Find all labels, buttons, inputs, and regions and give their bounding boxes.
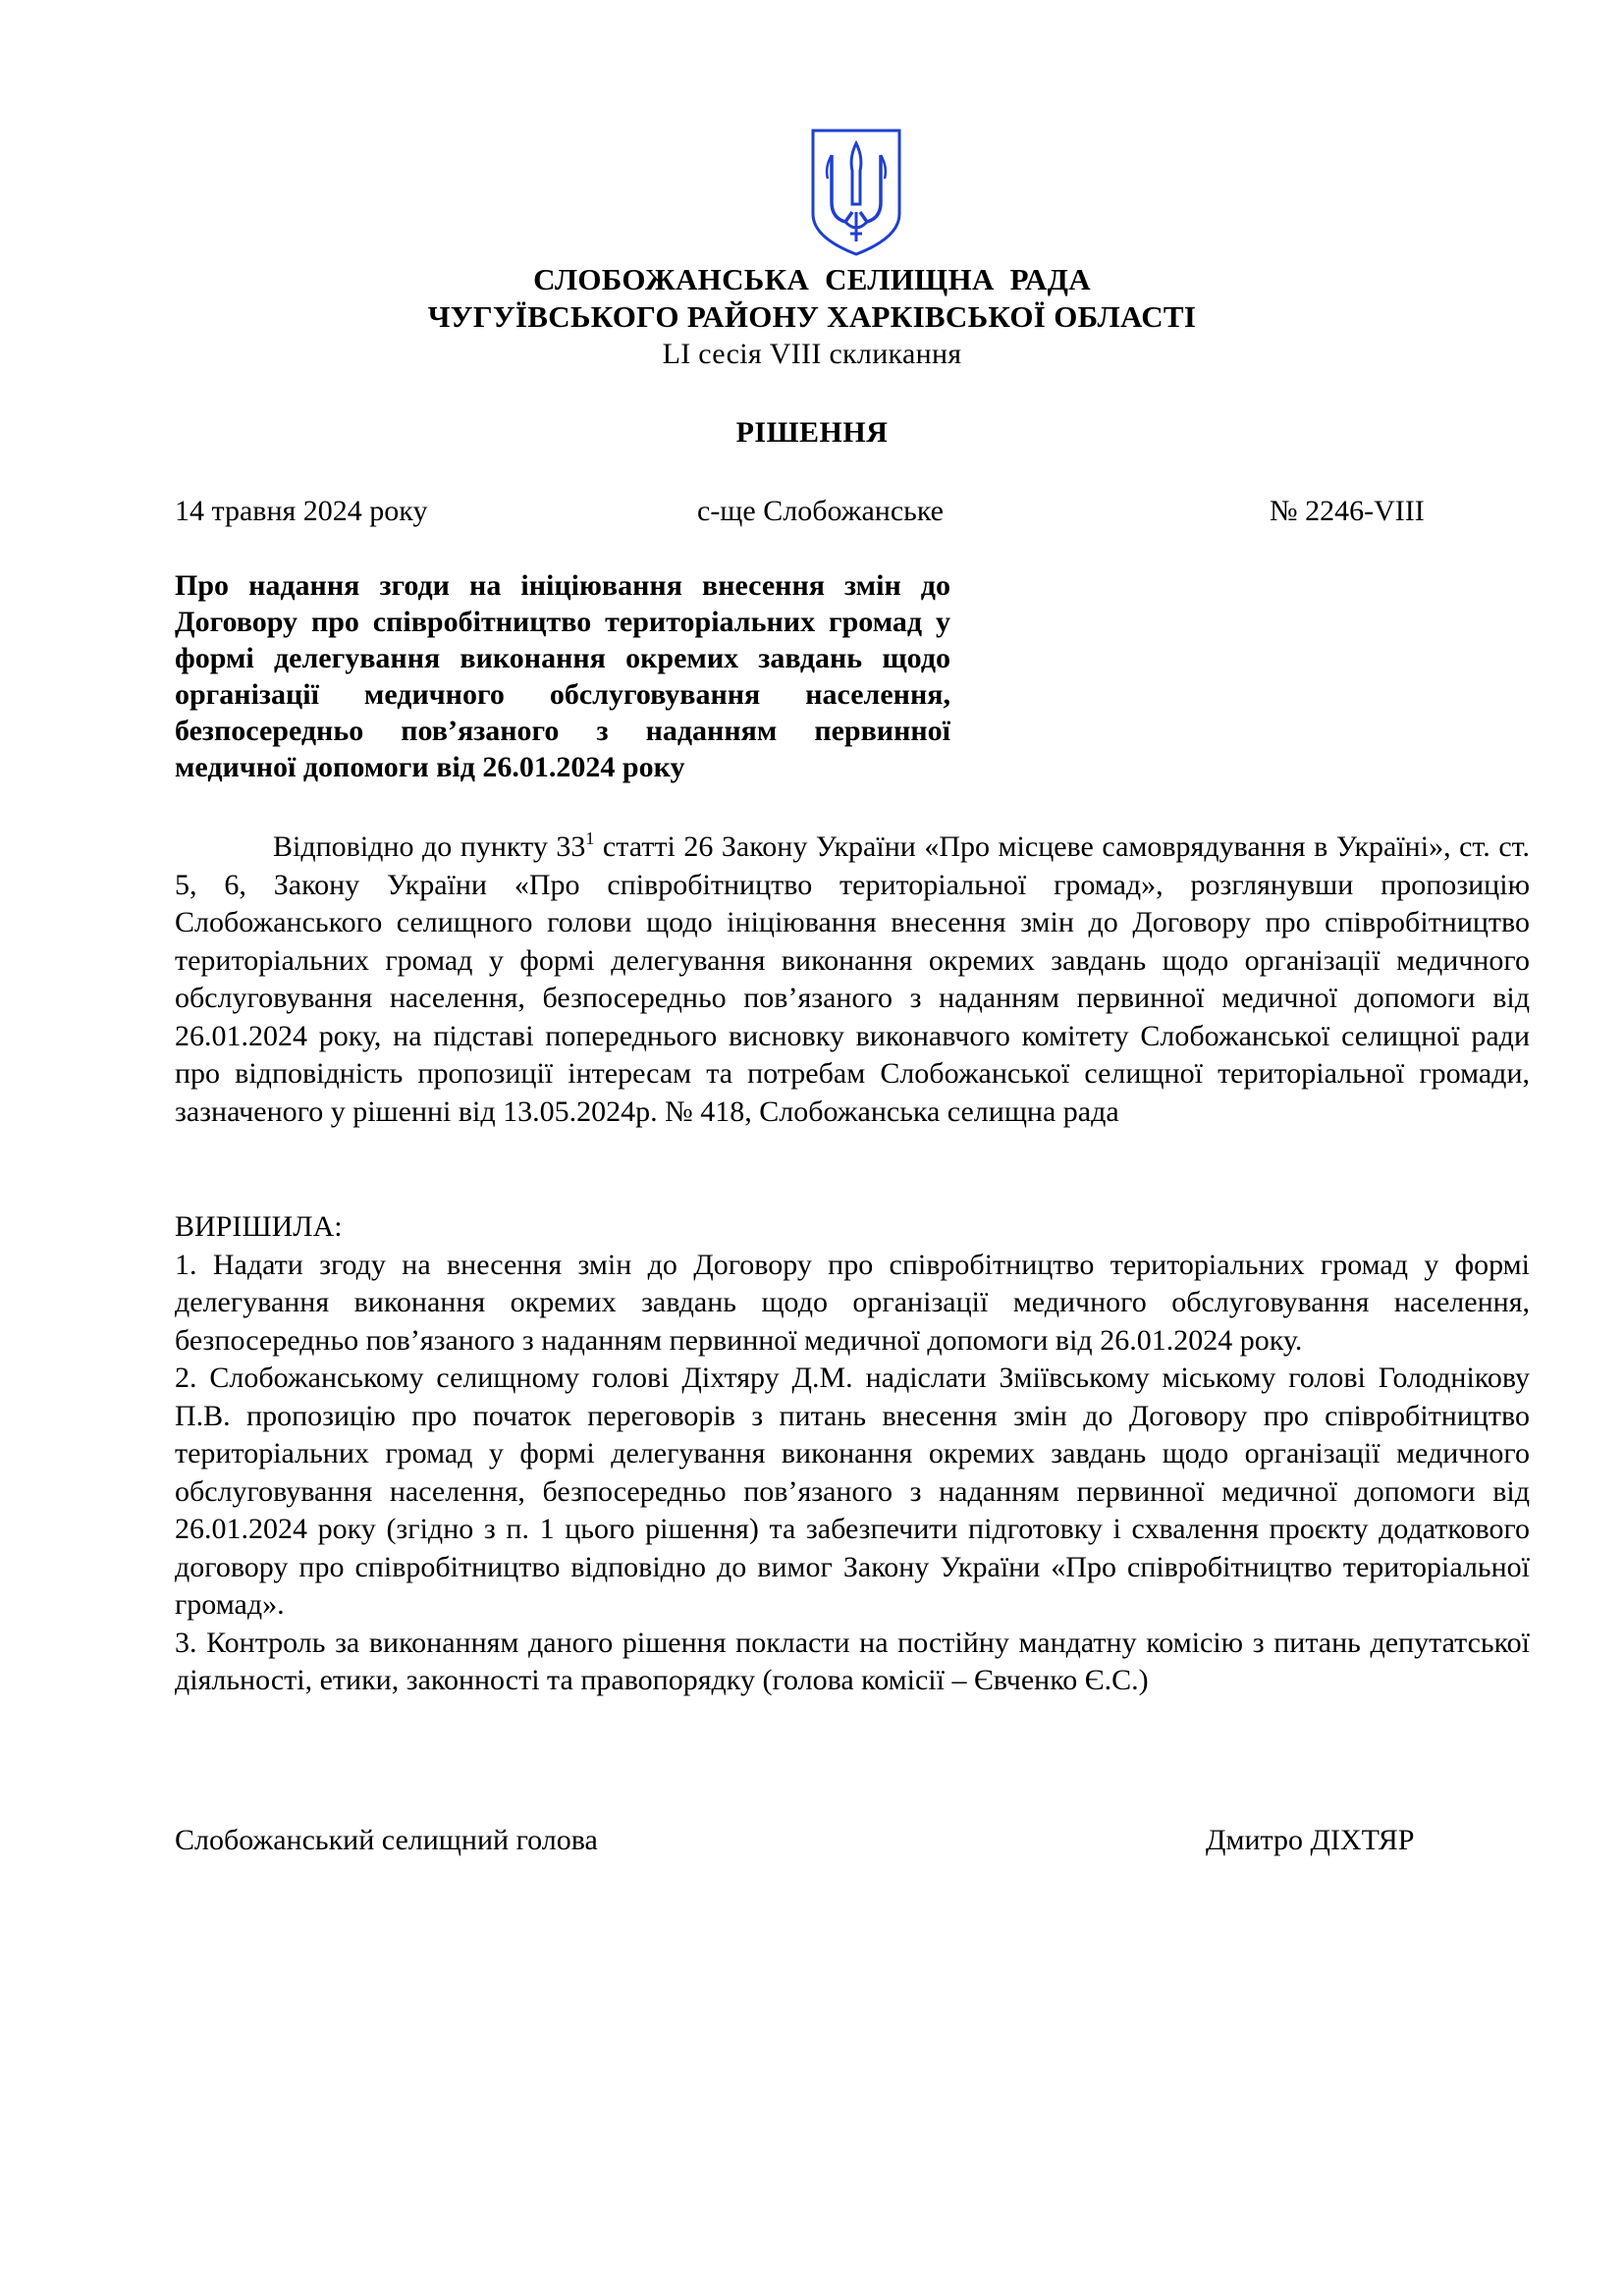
preamble-start: Відповідно до пункту 33 bbox=[273, 830, 586, 863]
decision-place: с-ще Слобожанське bbox=[697, 495, 944, 527]
district-name: ЧУГУЇВСЬКОГО РАЙОНУ ХАРКІВСЬКОЇ ОБЛАСТІ bbox=[427, 299, 1197, 334]
signatory-name: Дмитро ДІХТЯР bbox=[1206, 1824, 1415, 1856]
resolution-item-3: 3. Контроль за виконанням даного рішення покласти на постійну мандатну комісію з питань депутатської діяльності, етики, законності та правопорядку (голова комісії – Євченко Є.С.) bbox=[175, 1626, 1530, 1696]
resolved-heading: ВИРІШИЛА: bbox=[175, 1210, 343, 1243]
decision-subject: Про надання згоди на ініціювання внесення змін до Договору про співробітництво територіальних громад у формі делегування виконання окремих завдань щодо організації медичного обслуговування населення, безпосередньо пов’язаного з наданням первинної медичної допомоги від 26.01.2024 року bbox=[175, 569, 950, 783]
document-header bbox=[0, 261, 1624, 373]
resolution-item-1: 1. Надати згоду на внесення змін до Договору про співробітництво територіальних громад у формі делегування виконання окремих завдань щодо організації медичного обслуговування населення, безпосередньо пов’язаного з наданням первинної медичної допомоги від 26.01.2024 року. bbox=[175, 1248, 1530, 1357]
resolution-item-2: 2. Слобожанському селищному голові Діхтяру Д.М. надіслати Зміївському міському голові Голоднікову П.В. пропозицію про початок переговорів з питань внесення змін до Договору про співробітництво територіальних громад у формі делегування виконання окремих завдань щодо організації медичного обслуговування населення, безпосередньо пов’язаного з наданням первинної медичної допомоги від 26.01.2024 року (згідно з п. 1 цього рішення) та забезпечити підготовку і схвалення проєкту додаткового договору про співробітництво відповідно до вимог Закону України «Про співробітництво територіальної громад». bbox=[175, 1362, 1530, 1621]
preamble-paragraph bbox=[175, 828, 1530, 1131]
document-type-title: РІШЕННЯ bbox=[735, 416, 889, 449]
resolution-section bbox=[175, 1208, 1530, 1700]
trident-emblem-icon bbox=[810, 128, 902, 257]
decision-date: 14 травня 2024 року bbox=[175, 495, 428, 527]
council-name: СЛОБОЖАНСЬКА СЕЛИЩНА РАДА bbox=[533, 262, 1091, 296]
decision-number: № 2246-VIII bbox=[1270, 495, 1425, 527]
session-line: LI сесія VIII скликання bbox=[662, 338, 962, 370]
preamble-superscript: 1 bbox=[585, 828, 595, 848]
preamble-rest: статті 26 Закону України «Про місцеве самоврядування в Україні», ст. ст. 5, 6, Закону України «Про співробітництво територіальної громад», розглянувши пропозицію Слобожанського селищного голови щодо ініціювання внесення змін до Договору про співробітництво територіальних громад у формі делегування виконання окремих завдань щодо організації медичного обслуговування населення, безпосередньо пов’язаного з наданням первинної медичної допомоги від 26.01.2024 року, на підставі попереднього висновку виконавчого комітету Слобожанської селищної ради про відповідність пропозиції інтересам та потребам Слобожанської селищної територіальної громади, зазначеного у рішенні від 13.05.2024р. № 418, Слобожанська селищна рада bbox=[175, 830, 1530, 1128]
signatory-title: Слобожанський селищний голова bbox=[175, 1824, 598, 1856]
